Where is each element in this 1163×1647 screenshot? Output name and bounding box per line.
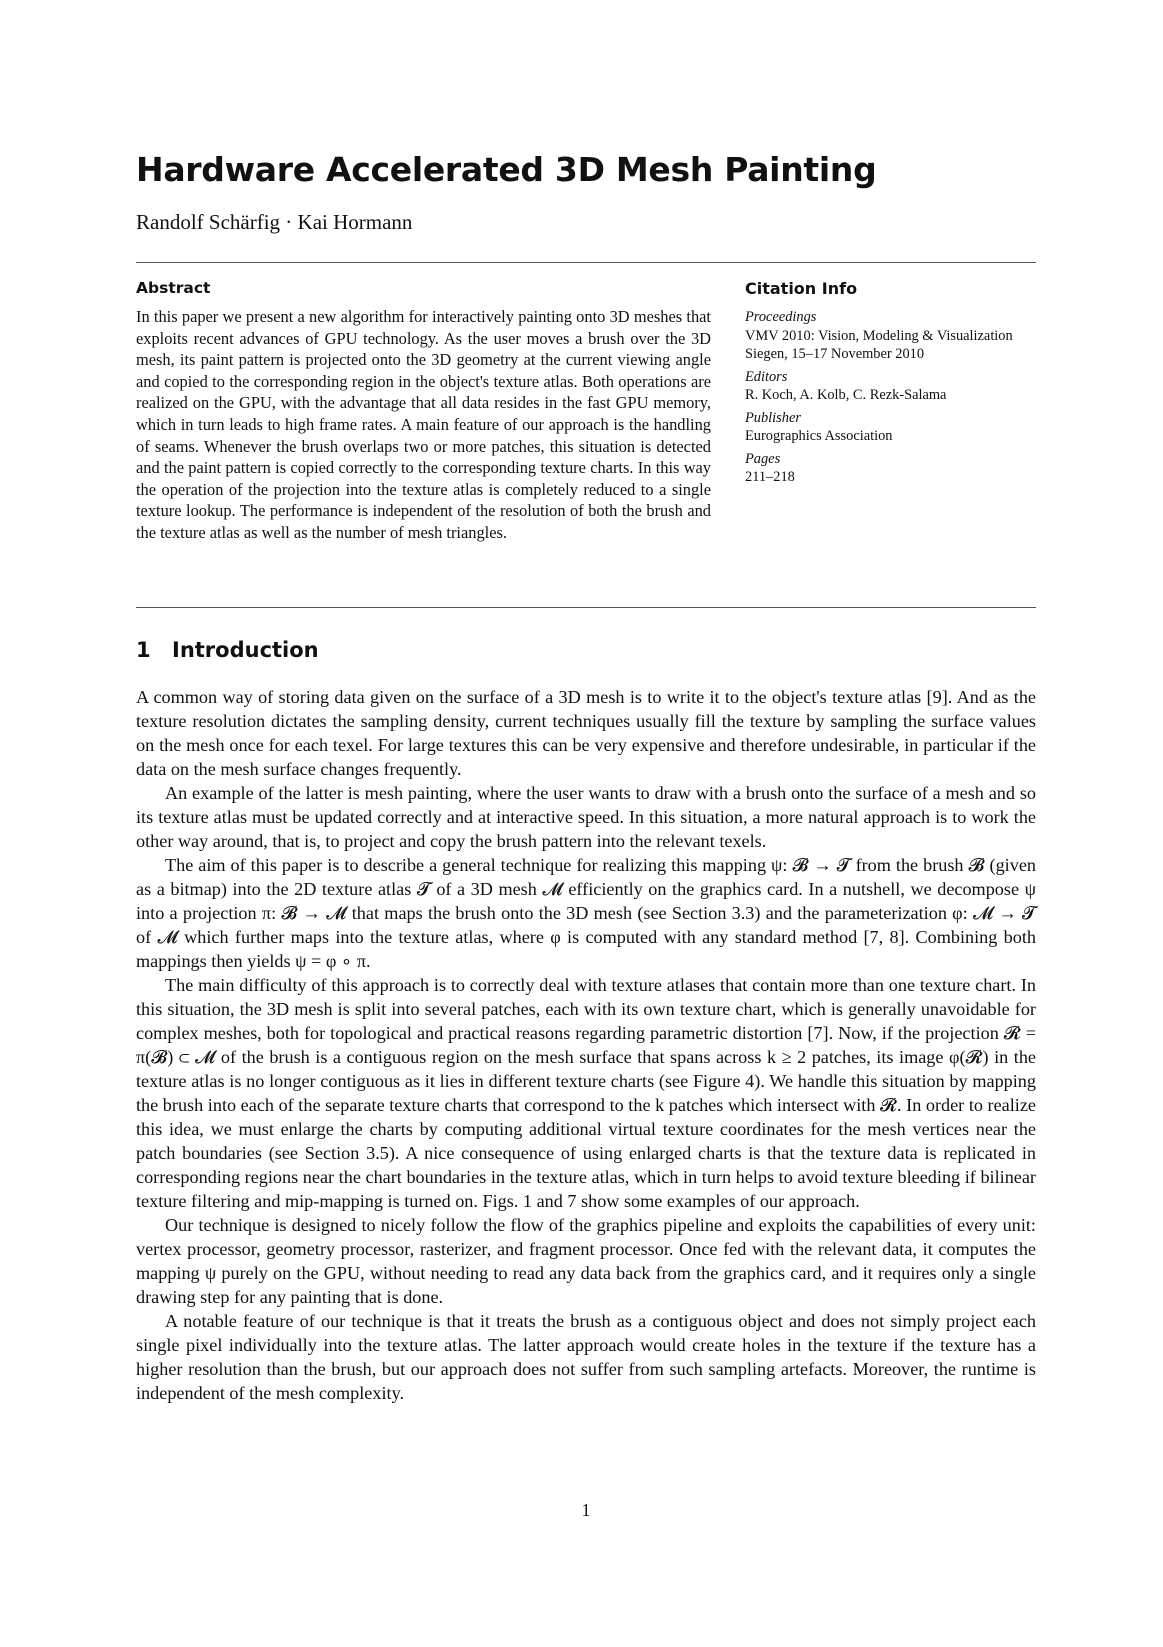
abstract-block bbox=[136, 279, 711, 544]
abstract-text: In this paper we present a new algorithm for interactively painting onto 3D meshes that exploits recent advances of GPU technology. As the user moves a brush over the 3D mesh, its paint pattern is projected onto the 3D geometry at the current viewing angle and copied to the corresponding region in the object's texture atlas. Both operations are realized on the GPU, with the advantage that all data resides in the fast GPU memory, which in turn leads to high frame rates. A main feature of our approach is the handling of seams. Whenever the brush overlaps two or more patches, this situation is detected and the paint pattern is copied correctly to the corresponding texture charts. In this way the operation of the projection into the texture atlas is completely reduced to a single texture lookup. The performance is independent of the resolution of both the brush and the texture atlas as well as the number of mesh triangles. bbox=[136, 307, 711, 542]
paragraph: The aim of this paper is to describe a general technique for realizing this mapping ψ: 𝓑 → 𝓣 from the brush 𝓑 (given as a bitmap) into the 2D texture atlas 𝓣 of a 3D mesh 𝓜 efficiently on the graphics card. In a nutshell, we decompose ψ into a projection π: 𝓑 → 𝓜 that maps the brush onto the 3D mesh (see Section 3.3) and the parameterization φ: 𝓜 → 𝓣 of 𝓜 which further maps into the texture atlas, where φ is computed with any standard method [7, 8]. Combining both mappings then yields ψ = φ ∘ π. bbox=[136, 855, 1036, 971]
page-number: 1 bbox=[581, 1500, 591, 1520]
paragraph: A common way of storing data given on the surface of a 3D mesh is to write it to the object's texture atlas [9]. And as the texture resolution dictates the sampling density, current techniques usually fill the texture by sampling the surface values on the mesh once for each texel. For large textures this can be very expensive and therefore undesirable, in particular if the data on the mesh surface changes frequently. bbox=[136, 687, 1036, 779]
top-divider bbox=[136, 262, 1036, 263]
abstract-heading: Abstract bbox=[136, 279, 211, 297]
bottom-divider bbox=[136, 607, 1036, 608]
proceedings-label: Proceedings bbox=[745, 309, 817, 325]
proceedings-line-2: Siegen, 15–17 November 2010 bbox=[745, 346, 925, 362]
proceedings-line-1: VMV 2010: Vision, Modeling & Visualization bbox=[745, 327, 1013, 344]
paper-title: Hardware Accelerated 3D Mesh Painting bbox=[136, 150, 877, 189]
citation-heading: Citation Info bbox=[745, 279, 858, 298]
pages-label: Pages bbox=[745, 450, 781, 467]
introduction-body bbox=[136, 685, 1036, 1405]
publisher-value: Eurographics Association bbox=[745, 428, 893, 444]
section-number: 1 bbox=[136, 638, 151, 662]
author-list: Randolf Schärfig · Kai Hormann bbox=[136, 210, 413, 234]
editors-value: R. Koch, A. Kolb, C. Rezk-Salama bbox=[745, 387, 947, 403]
publisher-label: Publisher bbox=[745, 409, 801, 426]
paragraph: A notable feature of our technique is that it treats the brush as a contiguous object and does not simply project each single pixel individually into the texture atlas. The latter approach would create holes in the texture if the texture has a higher resolution than the brush, but our approach does not suffer from such sampling artefacts. Moreover, the runtime is independent of the mesh complexity. bbox=[136, 1311, 1036, 1403]
pages-value: 211–218 bbox=[745, 469, 795, 485]
editors-label: Editors bbox=[745, 368, 788, 385]
paragraph: The main difficulty of this approach is to correctly deal with texture atlases that contain more than one texture chart. In this situation, the 3D mesh is split into several patches, each with its own texture chart, which is generally unavoidable for complex meshes, both for topological and practical reasons regarding parametric distortion [7]. Now, if the projection 𝓡 = π(𝓑) ⊂ 𝓜 of the brush is a contiguous region on the mesh surface that spans across k ≥ 2 patches, its image φ(𝓡) in the texture atlas is no longer contiguous as it lies in different texture charts (see Figure 4). We handle this situation by mapping the brush into each of the separate texture charts that correspond to the k patches which intersect with 𝓡. In order to realize this idea, we must enlarge the charts by computing additional virtual texture coordinates for the mesh vertices near the patch boundaries (see Section 3.5). A nice consequence of using enlarged charts is that the texture data is replicated in corresponding regions near the chart boundaries in the texture atlas, which in turn helps to avoid texture bleeding if bilinear texture filtering and mip-mapping is turned on. Figs. 1 and 7 show some examples of our approach. bbox=[136, 975, 1036, 1211]
section-title: Introduction bbox=[172, 638, 319, 662]
paragraph: An example of the latter is mesh painting, where the user wants to draw with a brush onto the surface of a mesh and so its texture atlas must be updated correctly and at interactive speed. In this situation, a more natural approach is to work the other way around, that is, to project and copy the brush pattern into the relevant texels. bbox=[136, 783, 1036, 851]
section-heading bbox=[136, 638, 319, 662]
citation-info-block bbox=[745, 279, 1040, 491]
paragraph: Our technique is designed to nicely follow the flow of the graphics pipeline and exploits the capabilities of every unit: vertex processor, geometry processor, rasterizer, and fragment processor. Once fed with the relevant data, it computes the mapping ψ purely on the GPU, without needing to read any data back from the graphics card, and it requires only a single drawing step for any painting that is done. bbox=[136, 1215, 1036, 1307]
